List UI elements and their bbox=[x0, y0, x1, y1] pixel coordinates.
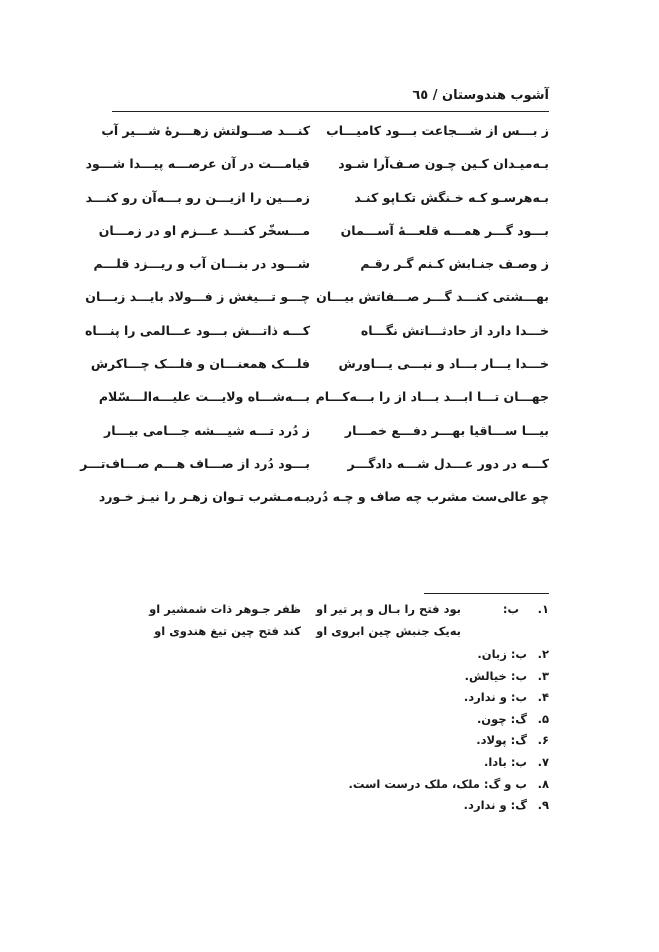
couplet bbox=[84, 320, 549, 353]
hemistich-right: خـــدا دارد از حادثـــاتش نگـــاه bbox=[360, 322, 549, 338]
footnote-item bbox=[112, 709, 549, 731]
footnote-number: ۴. bbox=[537, 690, 549, 705]
footnote-number: ۵. bbox=[537, 711, 549, 726]
footnote-number: ۹. bbox=[537, 798, 549, 813]
couplet bbox=[104, 420, 549, 453]
couplet bbox=[98, 486, 549, 519]
footnote-text: ب: زبان. bbox=[477, 647, 527, 661]
hemistich-left: مـــسخّر کنـــد عـــزم او در زمـــان bbox=[98, 222, 310, 238]
footnote-number: ۲. bbox=[537, 647, 549, 661]
footnote-item bbox=[112, 774, 549, 796]
couplet bbox=[85, 153, 549, 186]
footnote-item bbox=[112, 644, 549, 666]
footnote-text: گ: و ندارد. bbox=[463, 798, 527, 813]
hemistich-left: کنـــد صـــولتش زهـــرهٔ شـــیر آب bbox=[101, 123, 310, 138]
footnote-item bbox=[112, 795, 549, 817]
running-title: آشوب هندوستان / ٦٥ bbox=[412, 88, 549, 103]
footnote-number: ۷. bbox=[537, 754, 549, 769]
couplet bbox=[90, 353, 549, 386]
hemistich-left: فلـــک همعنـــان و فلـــک چـــاکرش bbox=[90, 356, 310, 372]
hemistich-right: ز وصـف جنـابش کـنم گـر رقـم bbox=[360, 256, 549, 272]
hemistich-left: بـــود دُرد از صـــاف هـــم صـــاف‌تـــر bbox=[80, 455, 310, 471]
header-rule bbox=[112, 111, 549, 112]
couplet bbox=[85, 187, 549, 220]
couplet bbox=[80, 453, 549, 486]
footnote-item bbox=[112, 752, 549, 774]
hemistich-right: کـــه در دور عـــدل شـــه دادگـــر bbox=[347, 455, 549, 471]
footnote-number: ۶. bbox=[537, 733, 549, 748]
hemistich-left: ز دُرد تـــه شیـــشه جـــامی بیـــار bbox=[104, 422, 310, 438]
hemistich-left: بـــه‌شـــاه ولایـــت علیـــه‌الـــسّلام bbox=[98, 389, 310, 405]
footnote-text: ب و گ: ملک، ملک درست است. bbox=[348, 776, 527, 791]
footnote-text: ب: خیالش. bbox=[464, 668, 527, 683]
footnote-item bbox=[112, 666, 549, 688]
footnote-text: گ: چون. bbox=[476, 711, 527, 726]
hemistich-right: چو عالی‌ست مشرب چه صاف و چـه دُرد bbox=[308, 489, 549, 505]
footnote-text: گ: پولاد. bbox=[476, 733, 527, 748]
page-header bbox=[112, 88, 549, 108]
footnote-verse: به‌یک جنبش چین ابروی او bbox=[316, 624, 461, 638]
couplet bbox=[101, 120, 549, 153]
couplet bbox=[98, 220, 549, 253]
footnote-text: ب: و ندارد. bbox=[463, 690, 527, 705]
couplet bbox=[85, 286, 549, 319]
hemistich-right: بـه‌میـدان کـین چـون صـف‌آرا شـود bbox=[338, 156, 549, 172]
footnote-number: ۱. bbox=[537, 602, 549, 616]
hemistich-left: چـــو تـــیغش ز فـــولاد بایـــد زبـــان bbox=[85, 289, 310, 305]
footnote-1 bbox=[112, 602, 549, 644]
footnote-rule bbox=[424, 593, 549, 594]
hemistich-left: کـــه ذاتـــش بـــود عـــالمی را پنـــاه bbox=[84, 322, 310, 338]
poem-body bbox=[80, 120, 549, 520]
hemistich-right: ز بـــس از شـــجاعت بـــود کامیـــاب bbox=[326, 123, 549, 138]
footnote-number: ۸. bbox=[537, 776, 549, 791]
hemistich-right: خـــدا یـــار بـــاد و نبـــی یـــاورش bbox=[338, 356, 549, 372]
couplet bbox=[93, 253, 549, 286]
footnotes bbox=[112, 602, 549, 817]
hemistich-left: زمـــین را ازیـــن رو بـــه‌آن رو کنـــد bbox=[85, 189, 310, 205]
footnote-item bbox=[112, 730, 549, 752]
hemistich-right: بیـــا ســـاقیا بهـــر دفـــع خمـــار bbox=[344, 422, 549, 438]
footnote-verse: کند فتح چین تیغ هندوی او bbox=[154, 624, 301, 638]
couplet bbox=[98, 386, 549, 419]
hemistich-right: بـــود گـــر همـــه قلعـــهٔ آســـمان bbox=[340, 222, 549, 238]
footnote-number: ۳. bbox=[537, 668, 549, 683]
hemistich-left: شـــود در بنـــان آب و ریـــزد قلـــم bbox=[93, 256, 310, 272]
footnote-item bbox=[112, 687, 549, 709]
hemistich-right: بهـــشتی کنـــد گـــر صـــفاتش بیـــان bbox=[316, 289, 549, 305]
hemistich-left: بـه‌مـشرب تـوان زهـر را نیـز خـورد bbox=[98, 489, 310, 505]
footnote-source: ب: bbox=[502, 602, 519, 616]
hemistich-right: جهـــان تـــا ابـــد بـــاد از را بـــه‌کـــام bbox=[315, 389, 549, 405]
hemistich-right: بـه‌هرسـو کـه خـنگش تکـاپو کنـد bbox=[354, 189, 549, 205]
footnote-verse: بود فتح را بـال و پر تیر او bbox=[316, 602, 461, 616]
footnote-verse: ظفر جـوهر ذات شمشیر او bbox=[149, 602, 301, 616]
hemistich-left: قیامـــت در آن عرصـــه پیـــدا شـــود bbox=[85, 156, 310, 172]
footnote-text: ب: بادا. bbox=[483, 754, 527, 769]
